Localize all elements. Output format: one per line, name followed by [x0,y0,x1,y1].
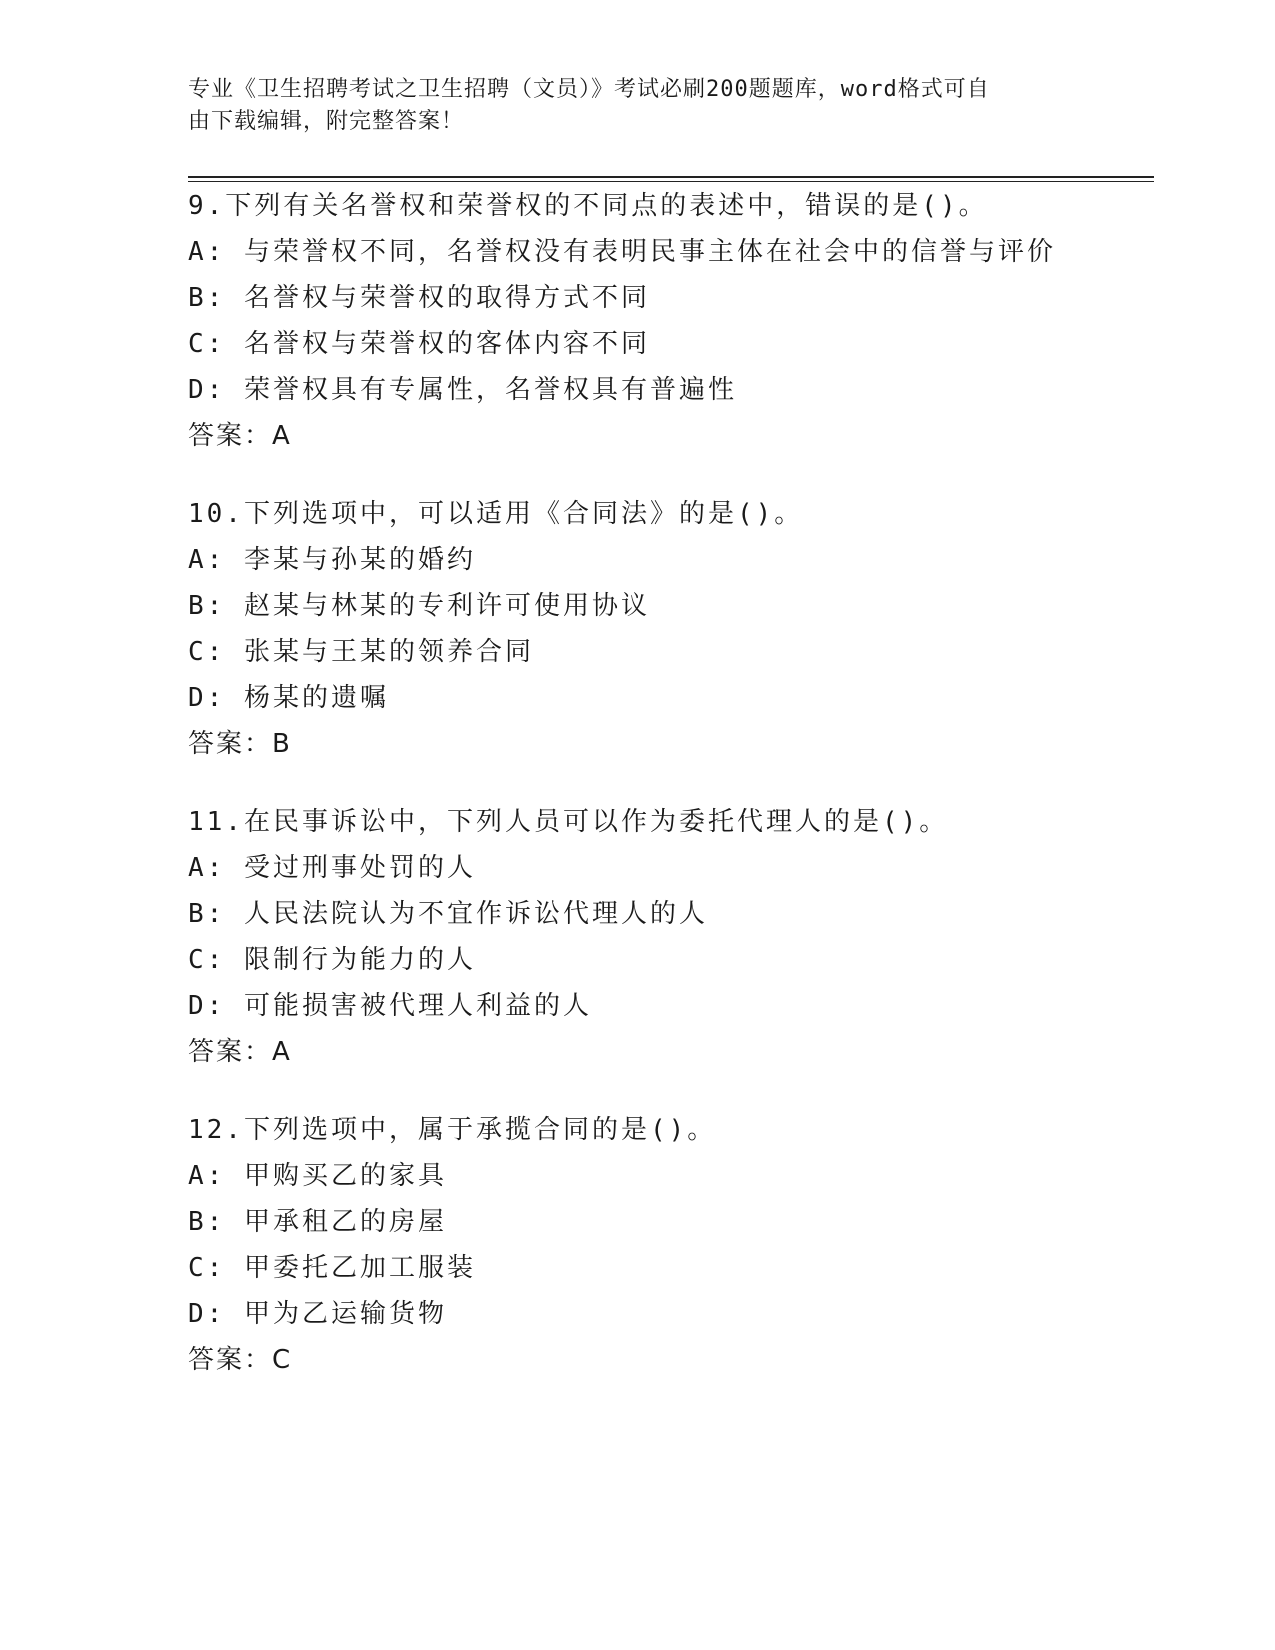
question-9 [188,183,1188,459]
document-header [188,74,1068,138]
option-d: D: 甲为乙运输货物 [188,1299,447,1329]
option-d: D: 荣誉权具有专属性，名誉权具有普遍性 [188,375,737,405]
answer-line: 答案：B [188,729,292,759]
question-stem: 9.下列有关名誉权和荣誉权的不同点的表述中，错误的是()。 [188,191,988,221]
option-c: C: 甲委托乙加工服装 [188,1253,476,1283]
option-a: A: 甲购买乙的家具 [188,1161,447,1191]
question-stem: 12.下列选项中，属于承揽合同的是()。 [188,1115,717,1145]
option-b: B: 名誉权与荣誉权的取得方式不同 [188,283,650,313]
option-a: A: 受过刑事处罚的人 [188,853,476,883]
header-divider [188,176,1154,182]
option-c: C: 限制行为能力的人 [188,945,476,975]
option-d: D: 杨某的遗嘱 [188,683,389,713]
option-c: C: 张某与王某的领养合同 [188,637,534,667]
question-stem: 11.在民事诉讼中，下列人员可以作为委托代理人的是()。 [188,807,949,837]
option-b: B: 人民法院认为不宜作诉讼代理人的人 [188,899,708,929]
answer-line: 答案：A [188,421,292,451]
header-line-2: 由下载编辑，附完整答案！ [188,109,465,134]
question-11 [188,799,1188,1075]
option-d: D: 可能损害被代理人利益的人 [188,991,592,1021]
answer-line: 答案：C [188,1345,293,1375]
option-b: B: 赵某与林某的专利许可使用协议 [188,591,650,621]
answer-line: 答案：A [188,1037,292,1067]
option-a: A: 李某与孙某的婚约 [188,545,476,575]
header-line-1: 专业《卫生招聘考试之卫生招聘（文员）》考试必刷200题题库，word格式可自 [188,77,990,102]
question-10 [188,491,1188,767]
option-c: C: 名誉权与荣誉权的客体内容不同 [188,329,650,359]
question-stem: 10.下列选项中，可以适用《合同法》的是()。 [188,499,804,529]
option-a: A: 与荣誉权不同，名誉权没有表明民事主体在社会中的信誉与评价 [188,237,1056,267]
question-12 [188,1107,1188,1383]
option-b: B: 甲承租乙的房屋 [188,1207,447,1237]
